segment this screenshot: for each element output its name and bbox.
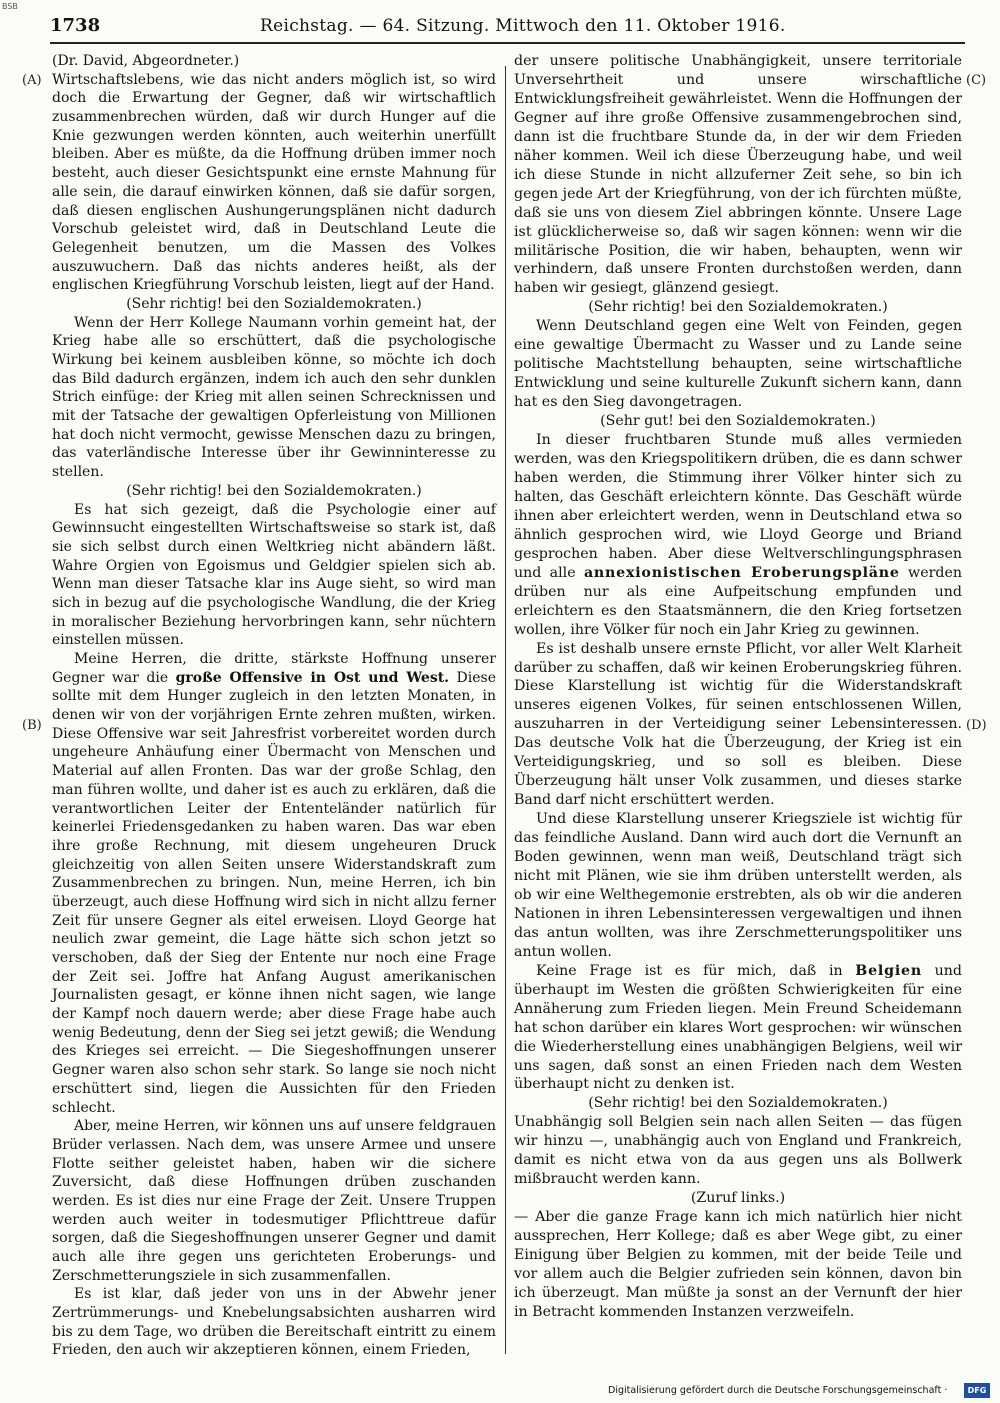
margin-mark-a: (A) — [22, 73, 42, 88]
right-paragraph-4: Es ist deshalb unsere ernste Pflicht, vor aller Welt Klarheit darüber zu schaffen, daß wir keinen Eroberungskrieg führen. Diese Klarstellung ist wichtig für die Widerstandskraft unseres eigenen Volkes, für seinen entschlossenen Willen, auszuharren in der Verteidigung seiner Lebensinteressen. Das deutsche Volk hat die Überzeugung, der Krieg ist ein Verteidigungskrieg, und so soll es bleiben. Diese Überzeugung hält unser Volk zusammen, und dieses starke Band darf nicht erschüttert werden. — [514, 640, 962, 809]
running-head: Reichstag. — 64. Sitzung. Mittwoch den 11. Oktober 1916. — [260, 16, 786, 36]
offensive-emphasis: große Offensive in Ost und West. — [175, 669, 450, 686]
right-interjection-3: (Sehr richtig! bei den Sozialdemokraten.) — [588, 1095, 888, 1112]
left-paragraph-1: Wirtschaftslebens, wie das nicht anders möglich ist, so wird doch die Erwartung der Gegner, daß wir wirtschaftlich zusammenbrechen würden, daß wir durch Hunger auf die Knie gezwungen werden könnten, auch weiterhin unerfüllt bleiben. Aber es müßte, da die Hoffnung drüben immer noch besteht, auch dieser Gesichtspunkt eine ernste Mahnung für alle sein, die darauf einwirken können, daß sie dafür sorgen, daß diesen englischen Aushungerungsplänen nicht dadurch Vorschub geleistet wird, daß in Deutschland Leute die Gelegenheit benutzen, um die Massen des Volkes auszuwuchern. Daß das nichts anderes heißt, als der englischen Kriegführung Vorschub leisten, liegt auf der Hand. — [52, 71, 496, 294]
margin-mark-b: (B) — [22, 718, 42, 733]
right-interjection-2: (Sehr gut! bei den Sozialdemokraten.) — [600, 413, 876, 430]
right-paragraph-6-lead: Keine Frage ist es für mich, daß in — [536, 962, 856, 979]
right-paragraph-3-lead: In dieser fruchtbaren Stunde muß alles vermieden werden, was den Kriegspolitikern drüben, die es dann schwer haben werden, die Stimmung ihrer Völker hinter sich zu halten, das Geschäft erleichtern könnte. Das Geschäft würde ihnen aber erleichtert werden, wenn in Deutschland etwa so ähnlich gesprochen wird, wie Lloyd George und Briand gesprochen haben. Aber diese Weltverschlingungsphrasen und alle — [514, 432, 962, 581]
dfg-logo: DFG — [964, 1383, 990, 1398]
right-paragraph-6 — [514, 962, 962, 1095]
left-paragraph-4 — [52, 650, 496, 1117]
right-column — [514, 52, 962, 1322]
left-interjection-1: (Sehr richtig! bei den Sozialdemokraten.) — [126, 295, 422, 312]
margin-mark-c: (C) — [966, 73, 987, 88]
right-paragraph-6-rest: und überhaupt im Westen die größten Schwierigkeiten für eine Annäherung zum Frieden liegen. Mein Freund Scheidemann hat schon darüber ein klares Wort gesprochen: wir wünschen die Wiederherstellung eines unabhängigen Belgiens, weil wir uns sagen, daß sonst an einen Frieden nach dem Westen überhaupt nicht zu denken ist. — [514, 962, 963, 1093]
left-paragraph-6: Es ist klar, daß jeder von uns in der Abwehr jener Zertrümmerungs- und Knebelungsabsichten ausharren wird bis zu dem Tage, wo drüben die Bereitschaft eintritt zu einem Frieden, den auch wir akzeptieren können, einem Frieden, — [52, 1286, 496, 1359]
left-paragraph-4-lead: Meine Herren, die dritte, stärkste Hoffnung unserer Gegner war die — [52, 651, 496, 686]
header-rule — [50, 42, 965, 44]
margin-mark-d: (D) — [966, 718, 987, 733]
left-interjection-2: (Sehr richtig! bei den Sozialdemokraten.) — [126, 482, 422, 499]
annexation-emphasis: annexionistischen Eroberungspläne — [583, 564, 900, 581]
right-interjection-1: (Sehr richtig! bei den Sozialdemokraten.) — [588, 299, 888, 316]
left-paragraph-5: Aber, meine Herren, wir können uns auf unsere feldgrauen Brüder verlassen. Nach dem, was unsere Armee und unsere Flotte seither geleistet haben, haben wir die sichere Zuversicht, daß diese Hoffnungen drüben zuschanden werden. Es ist dies nur eine Frage der Zeit. Unsere Truppen werden auch weiter in todesmutiger Pflichttreue dafür sorgen, daß die Siegeshoffnungen unserer Gegner und damit auch alle ihre gegen uns gerichteten Eroberungs- und Zerschmetterungsziele in sich zusammenfallen. — [52, 1118, 496, 1284]
column-divider — [505, 66, 506, 1354]
left-paragraph-4-rest: Diese sollte mit dem Hunger zugleich in den letzten Monaten, in denen wir von der vorjährigen Ernte zehren mußten, wirken. Diese Offensive war seit Jahresfrist vorbereitet worden durch ungeheure Anhäufung einer Übermacht von Menschen und Material auf allen Fronten. Das war der große Schlag, den man führen wollte, und daher ist es auch zu erklären, daß die verantwortlichen Leiter der Ententeländer natürlich für keinerlei Friedensgedanken zu haben waren. Das war eben ihre große Rechnung, mit diesem ungeheuren Druck gleichzeitig von allen Seiten unsere Widerstandskraft zum Zusammenbrechen zu bringen. Nun, meine Herren, ich bin überzeugt, auch diese Hoffnung wird sich in nicht allzu ferner Zeit für unsere Gegner als eitel erweisen. Lloyd George hat neulich zwar gemeint, die Lage hätte sich schon jetzt so verschoben, daß der Sieg der Entente nur noch eine Frage der Zeit sei. Joffre hat Anfang August amerikanischen Journalisten gesagt, er könne ihnen nicht sagen, wie lange der Kampf noch dauern werde; aber diese Frage habe auch wenig Bedeutung, denn der Sieg sei jetzt gewiß; die Wendung des Krieges sei erreicht. — Die Siegeshoffnungen unserer Gegner waren also schon sehr stark. So lange sie noch nicht erschüttert sind, liegen die Aussichten für den Frieden schlecht. — [52, 669, 496, 1116]
library-tag: BSB — [2, 2, 18, 11]
left-paragraph-2: Wenn der Herr Kollege Naumann vorhin gemeint hat, der Krieg habe alle so erschüttert, daß die psychologische Wirkung bei keinem ausbleiben könne, so möchte ich doch das Bild dadurch ergänzen, indem ich auch den sehr dunklen Strich einfüge: der Krieg mit allen seinen Schrecknissen und mit der Tatsache der gewaltigen Opferleistung von Millionen hat doch nicht vermocht, gewisse Menschen dazu zu bringen, das vaterländische Interesse über ihr Gewinninteresse zu stellen. — [52, 314, 496, 481]
right-paragraph-1: der unsere politische Unabhängigkeit, unsere territoriale Unversehrtheit und unsere wirschaftliche Entwicklungsfreiheit gewährleistet. Wenn die Hoffnungen der Gegner auf ihre große Offensive zusammengebrochen sind, dann ist die fruchtbare Stunde da, in der wir dem Frieden näher kommen. Weil ich diese Überzeugung habe, und weil ich diese Stunde in nicht allzuferner Zeit sehe, so bin ich gegen jede Art der Kriegführung, von der ich fürchten müßte, daß sie uns von diesem Ziel abbringen könnte. Unsere Lage ist glücklicherweise so, daß wir sagen können: wenn wir die militärische Position, die wir haben, behaupten, wenn wir verhindern, daß unsere Fronten durchstoßen werden, dann haben wir gesiegt, glänzend gesiegt. — [514, 53, 962, 297]
left-column — [52, 52, 496, 1360]
funding-footer: Digitalisierung gefördert durch die Deutsche Forschungsgemeinschaft · — [608, 1385, 948, 1396]
speaker-label: (Dr. David, Abgeordneter.) — [52, 53, 240, 69]
right-paragraph-2: Wenn Deutschland gegen eine Welt von Feinden, gegen eine gewaltige Übermacht zu Wasser und zu Lande seine politische Machtstellung behaupten, seine wirtschaftliche Entwicklung und seine kulturelle Zukunft sichern kann, dann hat es den Sieg davongetragen. — [514, 318, 962, 411]
right-paragraph-3 — [514, 431, 962, 639]
belgium-emphasis: Belgien — [855, 962, 922, 979]
left-paragraph-3: Es hat sich gezeigt, daß die Psychologie einer auf Gewinnsucht eingestellten Wirtschaftsweise so stark ist, daß sie sich selbst durch einen Weltkrieg nicht abändern läßt. Wahre Orgien von Egoismus und Geldgier spielen sich ab. Wenn man dieser Tatsache klar ins Auge sieht, so wird man sich in bezug auf die psychologische Wandlung, die der Krieg in moralischer Beziehung hervorbringen kann, sehr nüchtern einstellen müssen. — [52, 501, 496, 649]
right-paragraph-3-rest: werden drüben nur als eine Aufpeitschung empfunden und erleichtern es den Staatsmännern, die den Krieg fortsetzen wollen, ihre Völker für noch ein Jahr Krieg zu gewinnen. — [514, 564, 962, 638]
right-paragraph-8: — Aber die ganze Frage kann ich mich natürlich hier nicht aussprechen, Herr Kollege; daß es aber Wege gibt, zu einer Einigung über Belgien zu kommen, mit der beide Teile und vor allem auch die Belgier zufrieden sein können, davon bin ich überzeugt. Man müßte ja sonst an der Vernunft der hier in Betracht kommenden Instanzen verzweifeln. — [514, 1209, 962, 1320]
right-interjection-4: (Zuruf links.) — [690, 1190, 786, 1207]
page-number: 1738 — [50, 15, 101, 36]
right-paragraph-5: Und diese Klarstellung unserer Kriegsziele ist wichtig für das feindliche Ausland. Dann wird auch dort die Vernunft an Boden gewinnen, wenn man weiß, Deutschland trägt sich nicht mit Plänen, wie sie ihm drüben unterstellt werden, als ob wir eine Welthegemonie erstrebten, als ob wir die anderen Nationen in ihren Lebensinteressen vergewaltigen und ihnen das antun wollten, was ihre Zerschmetterungspolitiker uns antun wollen. — [514, 811, 962, 960]
right-paragraph-7: Unabhängig soll Belgien sein nach allen Seiten — das fügen wir hinzu —, unabhängig auch von England und Frankreich, damit es nicht etwa von da aus gegen uns als Bollwerk mißbraucht werden kann. — [514, 1114, 962, 1188]
